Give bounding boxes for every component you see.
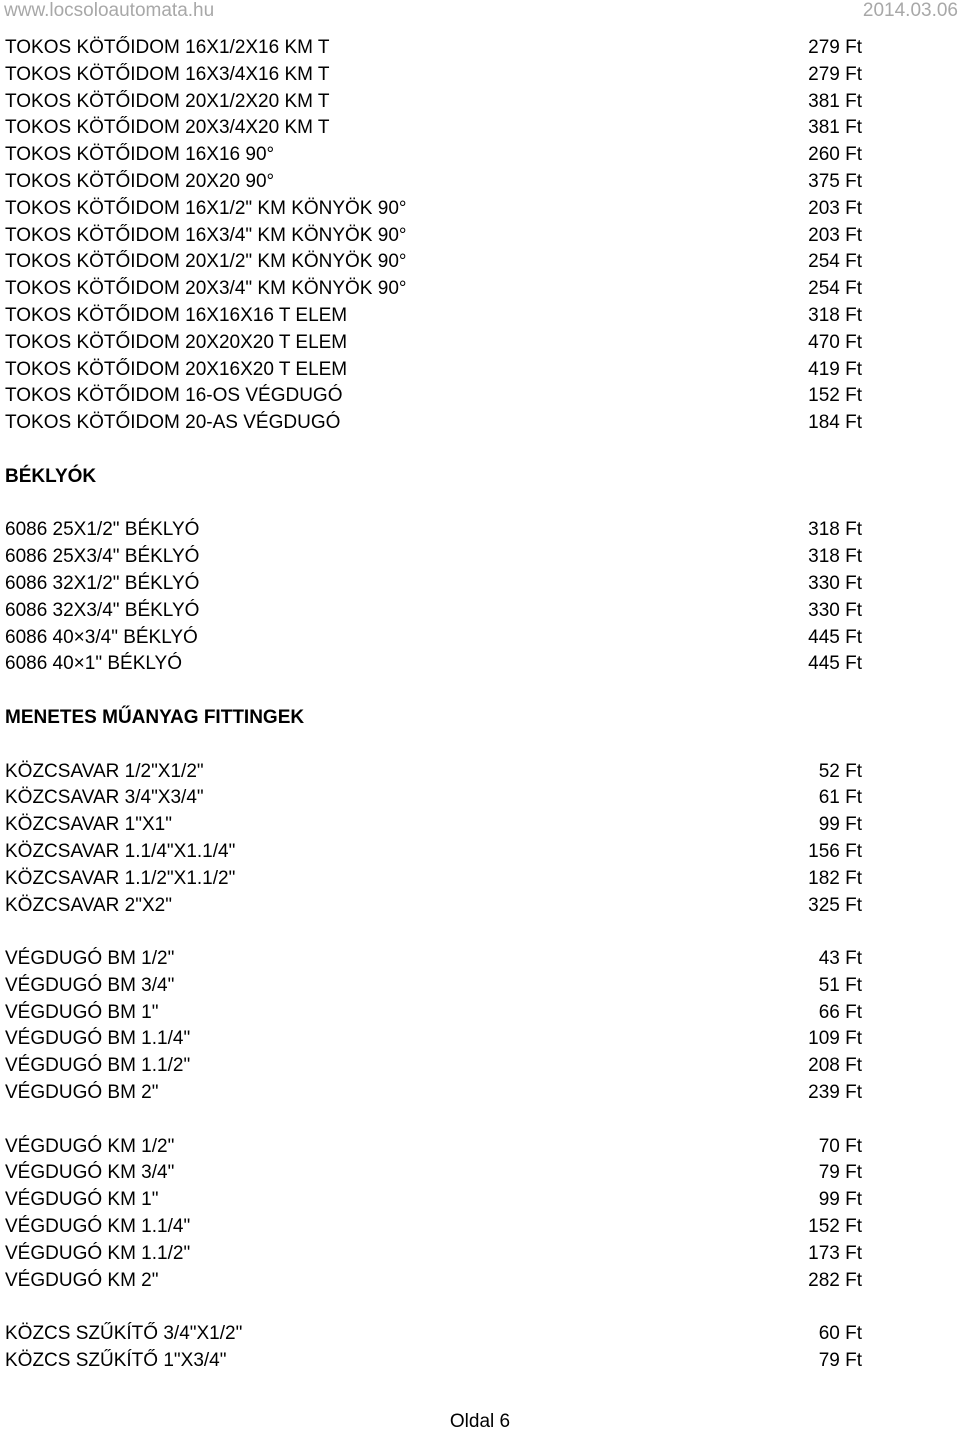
product-price: 254 Ft	[808, 278, 862, 300]
price-list	[0, 35, 960, 1375]
product-name: KÖZCSAVAR 3/4"X3/4"	[5, 787, 204, 809]
product-name: VÉGDUGÓ KM 1"	[5, 1189, 159, 1211]
product-price: 152 Ft	[808, 1216, 862, 1238]
product-price: 99 Ft	[818, 814, 862, 836]
product-name: VÉGDUGÓ BM 1.1/4"	[5, 1028, 191, 1050]
product-price: 208 Ft	[808, 1055, 862, 1077]
product-name: KÖZCSAVAR 1/2"X1/2"	[5, 760, 204, 782]
price-row	[0, 625, 960, 652]
product-name: TOKOS KÖTŐIDOM 16-OS VÉGDUGÓ	[5, 385, 343, 407]
product-price: 318 Ft	[808, 304, 862, 326]
product-name: TOKOS KÖTŐIDOM 20X1/2X20 KM T	[5, 90, 330, 112]
product-name: TOKOS KÖTŐIDOM 20X16X20 T ELEM	[5, 358, 348, 380]
price-row	[0, 946, 960, 973]
product-price: 419 Ft	[808, 358, 862, 380]
price-row	[0, 759, 960, 786]
product-price: 43 Ft	[818, 948, 862, 970]
price-row	[0, 35, 960, 62]
product-price: 239 Ft	[808, 1082, 862, 1104]
product-name: VÉGDUGÓ KM 1/2"	[5, 1135, 175, 1157]
product-name: TOKOS KÖTŐIDOM 16X16X16 T ELEM	[5, 304, 348, 326]
price-row	[0, 303, 960, 330]
product-name: TOKOS KÖTŐIDOM 20X20 90°	[5, 170, 275, 192]
product-name: 6086 25X3/4" BÉKLYÓ	[5, 546, 200, 568]
product-name: VÉGDUGÓ BM 3/4"	[5, 974, 175, 996]
product-price: 470 Ft	[808, 331, 862, 353]
price-row	[0, 1187, 960, 1214]
product-price: 330 Ft	[808, 572, 862, 594]
section-title: MENETES MŰANYAG FITTINGEK	[5, 706, 305, 728]
product-price: 51 Ft	[818, 974, 862, 996]
product-price: 318 Ft	[808, 546, 862, 568]
price-row	[0, 544, 960, 571]
price-row	[0, 383, 960, 410]
product-name: TOKOS KÖTŐIDOM 16X1/2X16 KM T	[5, 37, 330, 58]
product-name: 6086 40×3/4" BÉKLYÓ	[5, 626, 198, 648]
product-price: 66 Ft	[818, 1001, 862, 1023]
product-name: VÉGDUGÓ BM 1/2"	[5, 948, 175, 970]
product-price: 60 Ft	[818, 1323, 862, 1345]
product-name: TOKOS KÖTŐIDOM 20X1/2" KM KÖNYÖK 90°	[5, 251, 407, 273]
price-row	[0, 1268, 960, 1295]
product-price: 325 Ft	[808, 894, 862, 916]
product-price: 184 Ft	[808, 412, 862, 434]
price-row	[0, 115, 960, 142]
product-name: VÉGDUGÓ BM 1"	[5, 1001, 159, 1023]
product-name: 6086 40×1" BÉKLYÓ	[5, 653, 182, 675]
product-name: VÉGDUGÓ KM 2"	[5, 1269, 159, 1291]
product-name: TOKOS KÖTŐIDOM 16X1/2" KM KÖNYÖK 90°	[5, 197, 407, 219]
product-price: 79 Ft	[818, 1162, 862, 1184]
product-name: TOKOS KÖTŐIDOM 20X20X20 T ELEM	[5, 331, 348, 353]
print-date: 2014.03.06	[862, 0, 958, 21]
product-price: 279 Ft	[808, 63, 862, 85]
price-row	[0, 1000, 960, 1027]
product-price: 282 Ft	[808, 1269, 862, 1291]
price-row	[0, 893, 960, 920]
product-price: 52 Ft	[818, 760, 862, 782]
product-name: 6086 32X1/2" BÉKLYÓ	[5, 572, 200, 594]
price-row	[0, 1053, 960, 1080]
price-row	[0, 598, 960, 625]
price-row	[0, 249, 960, 276]
price-row	[0, 169, 960, 196]
product-price: 79 Ft	[818, 1350, 862, 1372]
product-name: KÖZCS SZŰKÍTŐ 3/4"X1/2"	[5, 1323, 243, 1345]
product-name: KÖZCSAVAR 2"X2"	[5, 894, 172, 916]
price-row	[0, 89, 960, 116]
product-price: 318 Ft	[808, 519, 862, 541]
group-spacer	[0, 919, 960, 946]
page-number: Oldal 6	[449, 1411, 511, 1432]
product-name: TOKOS KÖTŐIDOM 20X3/4" KM KÖNYÖK 90°	[5, 278, 407, 300]
product-price: 330 Ft	[808, 599, 862, 621]
product-price: 445 Ft	[808, 653, 862, 675]
product-name: KÖZCS SZŰKÍTŐ 1"X3/4"	[5, 1350, 227, 1372]
product-price: 254 Ft	[808, 251, 862, 273]
product-price: 152 Ft	[808, 385, 862, 407]
page-header	[0, 0, 960, 26]
price-row	[0, 1321, 960, 1348]
product-name: TOKOS KÖTŐIDOM 16X3/4" KM KÖNYÖK 90°	[5, 224, 407, 246]
price-row	[0, 517, 960, 544]
site-url: www.locsoloautomata.hu	[4, 0, 215, 21]
product-name: TOKOS KÖTŐIDOM 20X3/4X20 KM T	[5, 117, 330, 139]
product-price: 182 Ft	[808, 867, 862, 889]
price-row	[0, 651, 960, 678]
product-price: 203 Ft	[808, 224, 862, 246]
price-row	[0, 276, 960, 303]
product-name: VÉGDUGÓ BM 2"	[5, 1082, 159, 1104]
product-name: TOKOS KÖTŐIDOM 16X16 90°	[5, 144, 275, 166]
price-row	[0, 142, 960, 169]
product-price: 99 Ft	[818, 1189, 862, 1211]
product-price: 70 Ft	[818, 1135, 862, 1157]
price-row	[0, 1080, 960, 1107]
section-title: BÉKLYÓK	[5, 465, 97, 487]
price-row	[0, 1026, 960, 1053]
product-price: 279 Ft	[808, 37, 862, 58]
product-name: KÖZCSAVAR 1.1/4"X1.1/4"	[5, 840, 236, 862]
price-row	[0, 410, 960, 437]
price-row	[0, 1348, 960, 1375]
product-name: TOKOS KÖTŐIDOM 20-AS VÉGDUGÓ	[5, 412, 341, 434]
price-row	[0, 571, 960, 598]
product-name: KÖZCSAVAR 1.1/2"X1.1/2"	[5, 867, 236, 889]
price-row	[0, 839, 960, 866]
price-row	[0, 785, 960, 812]
product-price: 381 Ft	[808, 90, 862, 112]
price-row	[0, 330, 960, 357]
price-row	[0, 812, 960, 839]
product-price: 445 Ft	[808, 626, 862, 648]
product-name: TOKOS KÖTŐIDOM 16X3/4X16 KM T	[5, 63, 330, 85]
product-price: 203 Ft	[808, 197, 862, 219]
product-price: 173 Ft	[808, 1242, 862, 1264]
product-name: 6086 25X1/2" BÉKLYÓ	[5, 519, 200, 541]
group-spacer	[0, 1294, 960, 1321]
product-name: VÉGDUGÓ BM 1.1/2"	[5, 1055, 191, 1077]
product-price: 381 Ft	[808, 117, 862, 139]
price-row	[0, 866, 960, 893]
product-name: VÉGDUGÓ KM 1.1/2"	[5, 1242, 191, 1264]
product-name: 6086 32X3/4" BÉKLYÓ	[5, 599, 200, 621]
product-price: 260 Ft	[808, 144, 862, 166]
price-row	[0, 196, 960, 223]
product-price: 61 Ft	[818, 787, 862, 809]
price-row	[0, 1134, 960, 1161]
price-row	[0, 1214, 960, 1241]
price-row	[0, 357, 960, 384]
product-price: 375 Ft	[808, 170, 862, 192]
price-row	[0, 62, 960, 89]
product-name: KÖZCSAVAR 1"X1"	[5, 814, 172, 836]
page-footer	[0, 1410, 960, 1434]
group-spacer	[0, 1107, 960, 1134]
product-price: 109 Ft	[808, 1028, 862, 1050]
product-price: 156 Ft	[808, 840, 862, 862]
price-row	[0, 1160, 960, 1187]
price-row	[0, 1241, 960, 1268]
price-row	[0, 973, 960, 1000]
product-name: VÉGDUGÓ KM 3/4"	[5, 1162, 175, 1184]
price-row	[0, 223, 960, 250]
product-name: VÉGDUGÓ KM 1.1/4"	[5, 1216, 191, 1238]
